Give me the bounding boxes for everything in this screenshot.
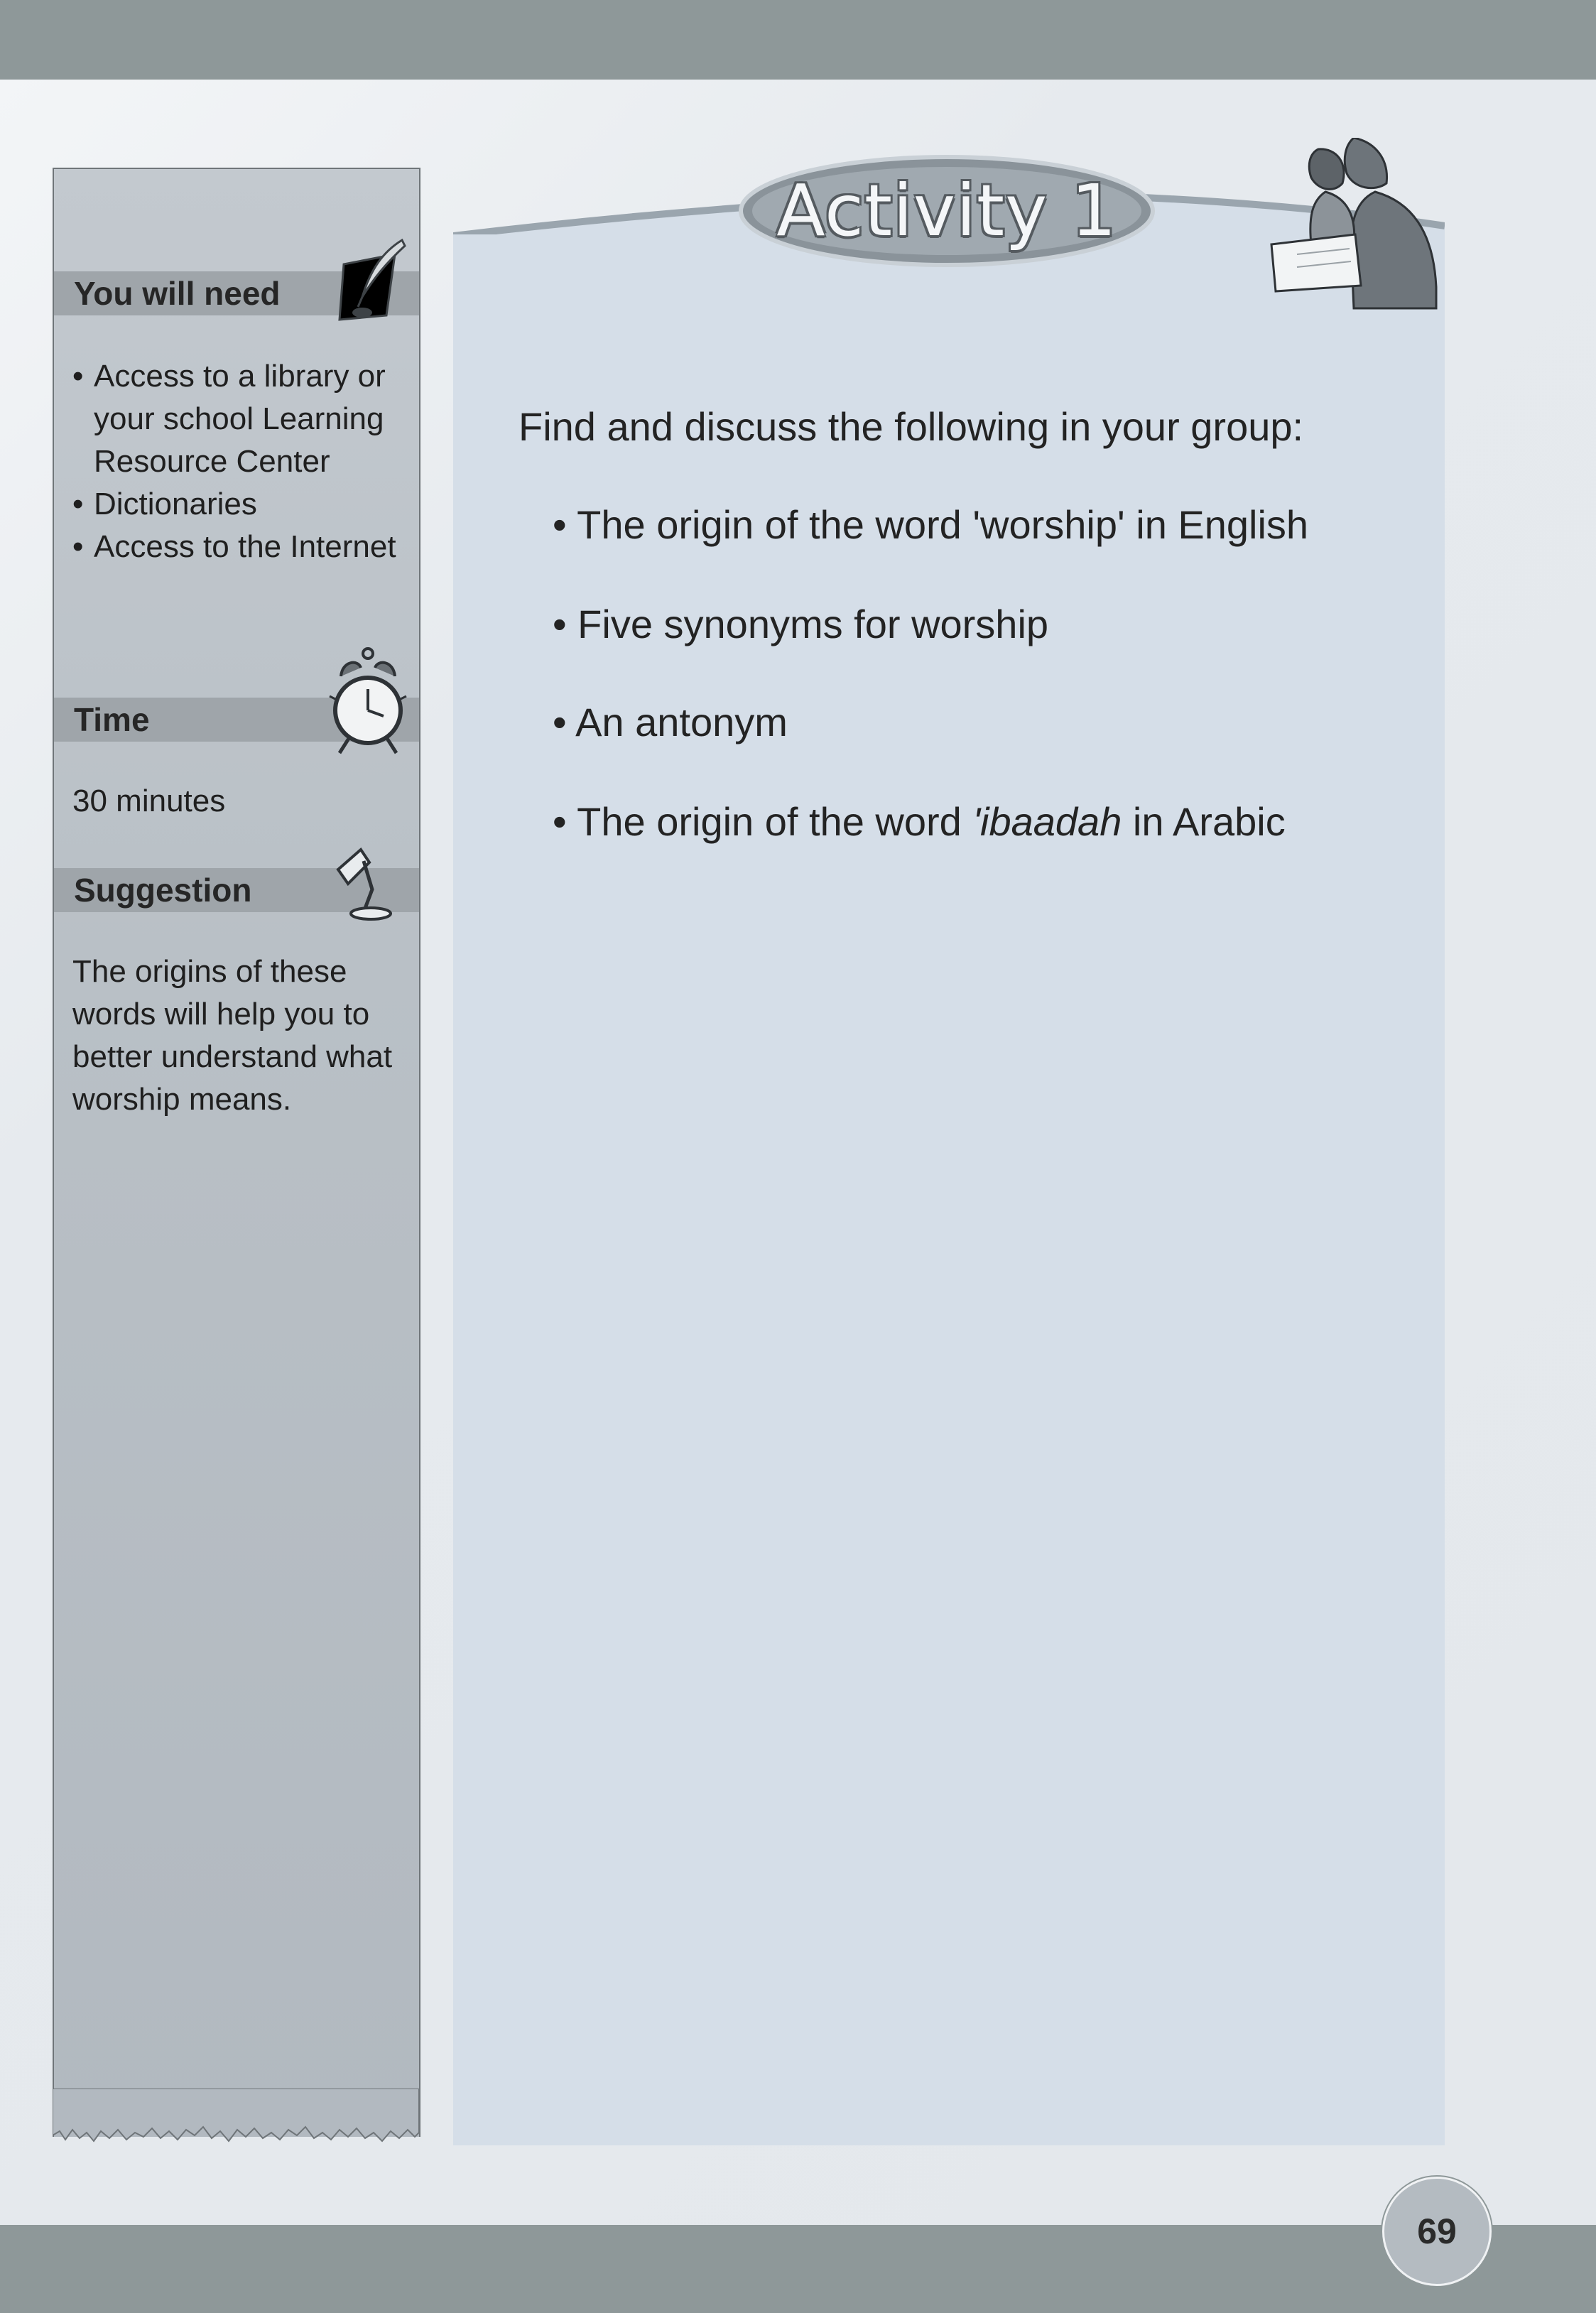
need-list xyxy=(72,355,413,568)
sidebar-panel xyxy=(53,168,420,2137)
item-text: The origin of the word xyxy=(577,799,973,844)
activity-title: Activity 1 xyxy=(776,169,1117,252)
item-text: An antonym xyxy=(575,700,788,744)
item-bullet: • xyxy=(553,700,567,744)
torn-edge xyxy=(53,2089,420,2145)
activity-item xyxy=(553,798,1286,845)
you-will-need-heading: You will need xyxy=(54,271,419,315)
suggestion-text: The origins of these words will help you to better understand what worship means. xyxy=(72,954,393,1117)
activity-item xyxy=(553,601,1048,647)
bottom-band xyxy=(0,2225,1596,2313)
need-item: • Dictionaries xyxy=(72,483,413,526)
item-text: The origin of the word 'worship' in English xyxy=(577,502,1309,547)
activity-instruction: Find and discuss the following in your group: xyxy=(519,404,1304,449)
top-band xyxy=(0,0,1596,80)
time-heading: Time xyxy=(54,698,419,742)
children-reading-icon xyxy=(1269,138,1446,323)
item-italic-word: 'ibaadah xyxy=(972,799,1122,844)
page-number: 69 xyxy=(1382,2177,1492,2286)
item-bullet: • xyxy=(553,502,567,547)
time-value: 30 minutes xyxy=(72,784,226,818)
item-bullet: • xyxy=(553,799,567,844)
alarm-clock-icon xyxy=(324,646,416,760)
need-item: • Access to a library or your school Learning Resource Center xyxy=(72,355,413,483)
desk-lamp-icon xyxy=(334,845,398,922)
item-bullet: • xyxy=(553,602,567,646)
quill-inkpot-icon xyxy=(334,236,408,325)
activity-item xyxy=(553,502,1308,548)
need-item: • Access to the Internet xyxy=(72,526,413,568)
activity-item xyxy=(553,699,788,745)
suggestion-heading: Suggestion xyxy=(54,868,419,912)
item-text: Five synonyms for worship xyxy=(577,602,1049,646)
item-text-tail: in Arabic xyxy=(1122,799,1286,844)
